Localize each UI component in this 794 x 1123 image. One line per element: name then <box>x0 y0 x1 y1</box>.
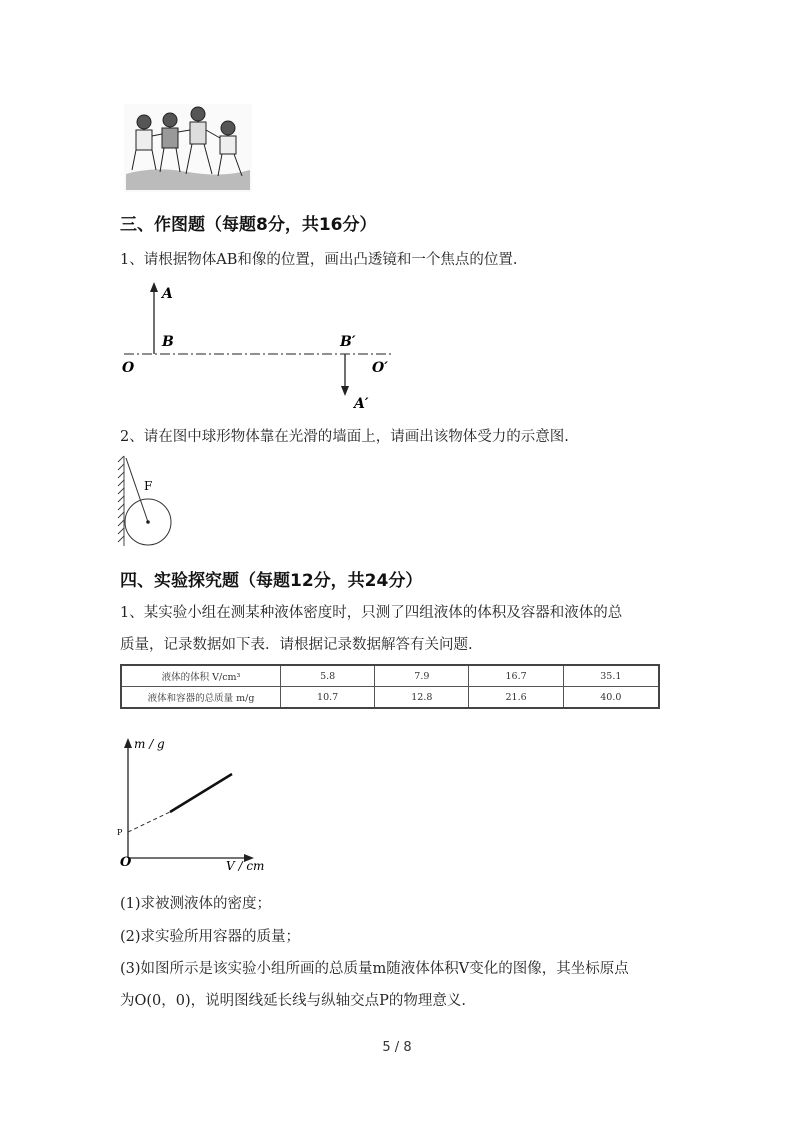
label-a-prime: A′ <box>354 396 369 412</box>
mass-volume-graph <box>114 734 274 878</box>
label-f: F <box>144 479 153 493</box>
lens-diagram <box>118 278 408 414</box>
table-cell: 7.9 <box>375 665 469 687</box>
row-header: 液体和容器的总质量 m/g <box>121 687 281 709</box>
question-text: 2、请在图中球形物体靠在光滑的墙面上，请画出该物体受力的示意图. <box>120 429 569 445</box>
section-title: 四、实验探究题（每题12分，共24分） <box>120 571 423 591</box>
section-title: 三、作图题（每题8分，共16分） <box>120 215 377 235</box>
data-table <box>120 664 660 709</box>
table-cell: 40.0 <box>563 687 659 709</box>
table-cell: 10.7 <box>281 687 375 709</box>
label-o: O <box>122 360 135 376</box>
table-cell: 5.8 <box>281 665 375 687</box>
ball-wall-diagram <box>116 454 180 550</box>
data-line <box>170 774 232 812</box>
table-row <box>121 665 659 687</box>
wall-hatching <box>118 456 124 546</box>
page-number: 5 / 8 <box>382 1040 412 1055</box>
extension-line <box>128 812 170 832</box>
table-cell: 12.8 <box>375 687 469 709</box>
sub-question: (3)如图所示是该实验小组所画的总质量m随液体体积V变化的图像，其坐标原点 <box>120 961 629 977</box>
children-playing-illustration <box>124 104 252 192</box>
image-arrowhead <box>341 386 349 396</box>
question-text: 1、某实验小组在测某种液体密度时，只测了四组液体的体积及容器和液体的总 <box>120 605 623 621</box>
origin-label: O <box>120 855 132 870</box>
question-text: 1、请根据物体AB和像的位置，画出凸透镜和一个焦点的位置. <box>120 252 518 268</box>
y-axis-label: m / g <box>134 737 165 751</box>
x-axis-label: V / cm <box>226 859 265 873</box>
question-text: 质量，记录数据如下表．请根据记录数据解答有关问题. <box>120 637 473 653</box>
sub-question: (2)求实验所用容器的质量； <box>120 929 301 945</box>
y-axis-arrowhead <box>124 738 132 748</box>
label-b-prime: B′ <box>340 334 356 350</box>
p-label: P <box>117 828 123 837</box>
ball-center <box>146 520 150 524</box>
table-cell: 35.1 <box>563 665 659 687</box>
label-b: B <box>162 334 174 350</box>
table-cell: 16.7 <box>469 665 563 687</box>
row-header: 液体的体积 V/cm³ <box>121 665 281 687</box>
label-a: A <box>162 286 173 302</box>
label-o-prime: O′ <box>372 360 388 376</box>
table-row <box>121 687 659 709</box>
sub-question: 为O(0，0)，说明图线延长线与纵轴交点P的物理意义. <box>120 993 467 1009</box>
sub-question: (1)求被测液体的密度； <box>120 896 272 912</box>
table-cell: 21.6 <box>469 687 563 709</box>
object-arrowhead <box>150 282 158 292</box>
